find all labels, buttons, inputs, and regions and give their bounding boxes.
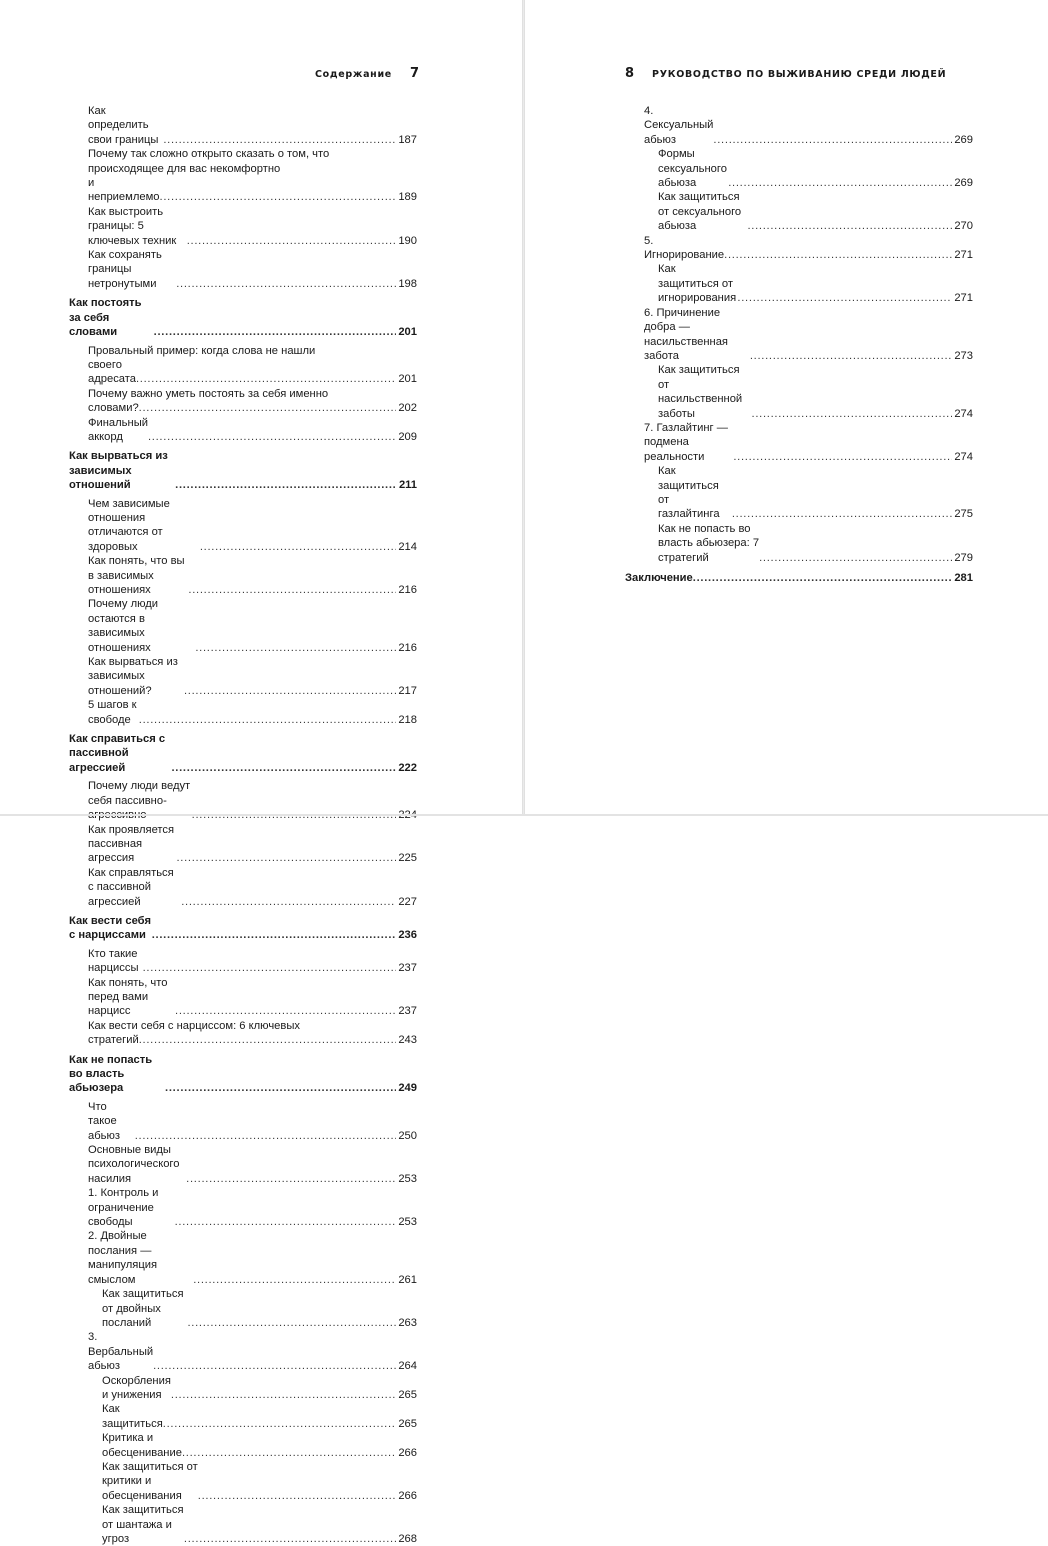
toc-entry[interactable]: [69, 176, 417, 205]
dot-leader: [163, 133, 396, 147]
toc-page-number: 209: [398, 430, 417, 443]
toc-entry[interactable]: [69, 416, 417, 445]
toc-page-number: 236: [398, 929, 417, 942]
toc-entry-title: Заключение: [625, 572, 693, 584]
toc-page-number: 201: [398, 326, 417, 339]
toc-entry[interactable]: [625, 464, 973, 522]
toc-entry[interactable]: [69, 248, 417, 291]
toc-page-number: 273: [954, 349, 973, 362]
toc-page-number: 237: [398, 1005, 417, 1018]
toc-entry-title: Как защититься от двойных посланий: [102, 1288, 184, 1329]
running-title: Содержание: [315, 69, 392, 80]
dot-leader: [182, 1446, 396, 1460]
dot-leader: [193, 1273, 396, 1287]
toc-entry-title: стратегий: [88, 1034, 139, 1047]
dot-leader: [176, 277, 396, 291]
toc-page-number: 237: [398, 962, 417, 975]
toc-entry-title: 5 шагов к свободе: [88, 699, 137, 726]
table-of-contents: [625, 104, 973, 589]
dot-leader: [195, 641, 396, 655]
toc-entry[interactable]: [625, 306, 973, 364]
toc-entry-title: 2. Двойные послания — манипуляция смыслом: [88, 1230, 158, 1286]
toc-entry-title: 6. Причинение добра — насильственная забота: [644, 306, 728, 362]
dot-leader: [154, 325, 397, 339]
toc-entry-title: Чем зависимые отношения отличаются от здоровых: [88, 497, 170, 553]
toc-entry-title: Как сохранять границы нетронутыми: [88, 249, 162, 290]
dot-leader: [181, 895, 396, 909]
toc-entry-title: Основные виды психологического насилия: [88, 1144, 180, 1185]
toc-entry-title: Провальный пример: когда слова не нашли: [88, 344, 316, 357]
toc-entry[interactable]: [69, 358, 417, 387]
toc-chapter[interactable]: [625, 571, 973, 585]
toc-page-number: 190: [398, 234, 417, 247]
dot-leader: [165, 1081, 396, 1095]
dot-leader: [737, 291, 952, 305]
toc-entry-title: словами?: [88, 402, 139, 415]
toc-entry[interactable]: [69, 205, 417, 248]
toc-entry-title: Как вести себя с нарциссом: 6 ключевых: [88, 1019, 300, 1032]
toc-entry-title: Кто такие нарциссы: [88, 947, 139, 975]
toc-entry[interactable]: [69, 1143, 417, 1186]
toc-entry[interactable]: [625, 421, 973, 464]
toc-entry[interactable]: [69, 497, 417, 555]
toc-entry[interactable]: [69, 1330, 417, 1373]
toc-entry[interactable]: [69, 1503, 417, 1546]
toc-entry[interactable]: [69, 1019, 417, 1033]
toc-page-number: 271: [954, 249, 973, 262]
toc-page-number: 279: [954, 551, 973, 564]
toc-page-number: 270: [954, 220, 973, 233]
dot-leader: [139, 1033, 397, 1047]
dot-leader: [759, 551, 952, 565]
toc-entry-title: Как определить свои границы: [88, 105, 159, 146]
toc-entry-title: Как защититься: [102, 1403, 163, 1430]
toc-page-number: 189: [398, 191, 417, 204]
toc-entry-title: Как понять, что перед вами нарцисс: [88, 976, 168, 1018]
dot-leader: [186, 1172, 396, 1186]
dot-leader: [163, 1417, 397, 1431]
toc-entry-title: Формы сексуального абьюза: [658, 148, 727, 190]
running-head: [315, 66, 419, 81]
toc-entry-title: Как защититься от сексуального абьюза: [658, 191, 742, 233]
toc-entry[interactable]: [69, 655, 417, 698]
dot-leader: [733, 450, 952, 464]
toc-chapter[interactable]: [69, 732, 417, 775]
dot-leader: [200, 540, 396, 554]
toc-entry[interactable]: [69, 554, 417, 597]
dot-leader: [176, 851, 396, 865]
toc-page-number: 225: [398, 852, 417, 865]
toc-page-number: 187: [398, 133, 417, 146]
toc-entry-title: Как проявляется пассивная агрессия: [88, 823, 175, 865]
toc-entry-title: Как защититься от критики и обесценивания: [102, 1460, 198, 1502]
toc-chapter[interactable]: [69, 914, 417, 943]
dot-leader: [752, 407, 953, 421]
toc-entry[interactable]: [69, 1100, 417, 1143]
toc-entry-title: Почему важно уметь постоять за себя именно: [88, 387, 329, 400]
page-number: 7: [409, 66, 419, 81]
toc-entry[interactable]: [69, 698, 417, 727]
toc-entry[interactable]: [625, 363, 973, 421]
dot-leader: [693, 571, 953, 585]
toc-entry[interactable]: [69, 1186, 417, 1229]
toc-entry-title: Как вырваться из зависимых отношений?: [88, 656, 178, 697]
toc-page-number: 218: [398, 713, 417, 726]
toc-entry[interactable]: [625, 262, 973, 305]
toc-entry-title: Как защититься от шантажа и угроз: [102, 1504, 184, 1545]
dot-leader: [135, 1129, 397, 1143]
toc-entry-title: Как защититься от игнорирования: [658, 263, 737, 305]
toc-page-number: 274: [954, 450, 973, 463]
toc-entry-title: Как выстроить границы: 5 ключевых техник: [88, 205, 177, 247]
toc-entry-title: Почему так сложно открыто сказать о том, что: [88, 148, 330, 161]
dot-leader: [188, 583, 396, 597]
toc-entry[interactable]: [69, 344, 417, 358]
toc-page-number: 275: [954, 508, 973, 521]
toc-entry-title: Как не попасть во власть абьюзера: 7 стратегий: [658, 522, 760, 564]
dot-leader: [187, 1316, 396, 1330]
toc-entry[interactable]: [69, 1287, 417, 1330]
dot-leader: [171, 761, 396, 775]
toc-entry[interactable]: [69, 976, 417, 1019]
toc-entry[interactable]: [69, 1431, 417, 1460]
toc-chapter[interactable]: [69, 1053, 417, 1096]
dot-leader: [198, 1489, 397, 1503]
toc-page-number: 269: [954, 133, 973, 146]
dot-leader: [148, 430, 396, 444]
toc-entry[interactable]: [69, 779, 417, 822]
toc-entry[interactable]: [69, 104, 417, 147]
toc-page-number: 198: [398, 277, 417, 290]
dot-leader: [143, 961, 397, 975]
toc-entry-title: Как вырваться из зависимых отношений: [69, 450, 168, 492]
dot-leader: [139, 713, 397, 727]
toc-entry-title: Что такое абьюз: [88, 1100, 120, 1142]
toc-page-number: 249: [398, 1082, 417, 1095]
dot-leader: [750, 349, 953, 363]
toc-entry-title: Оскорбления и унижения: [102, 1374, 171, 1401]
running-head: [625, 66, 946, 81]
dot-leader: [732, 507, 953, 521]
toc-entry[interactable]: [69, 1374, 417, 1403]
toc-entry-title: 3. Вербальный абьюз: [88, 1331, 154, 1373]
toc-entry[interactable]: [625, 522, 973, 565]
toc-entry[interactable]: [625, 234, 973, 263]
toc-entry-title: 5. Игнорирование: [644, 234, 725, 262]
toc-entry[interactable]: [69, 387, 417, 401]
toc-entry-title: Почему люди ведут себя пассивно-: [88, 780, 191, 807]
toc-page-number: 261: [398, 1273, 417, 1286]
dot-leader: [728, 176, 952, 190]
dot-leader: [175, 1215, 397, 1229]
toc-entry[interactable]: [69, 947, 417, 976]
toc-entry[interactable]: [69, 823, 417, 866]
right-page: [525, 0, 1048, 816]
toc-entry-title: Финальный аккорд: [88, 416, 148, 443]
toc-page-number: 250: [398, 1129, 417, 1142]
toc-entry[interactable]: [69, 1460, 417, 1503]
toc-page-number: 271: [954, 292, 973, 305]
dot-leader: [747, 219, 952, 233]
toc-page-number: 202: [398, 402, 417, 415]
toc-entry-title: Как защититься от насильственной заботы: [658, 364, 743, 420]
toc-page-number: 243: [398, 1034, 417, 1047]
toc-entry[interactable]: [69, 162, 417, 176]
toc-entry-title: Как справляться с пассивной агрессией: [88, 866, 174, 908]
dot-leader: [713, 133, 952, 147]
dot-leader: [187, 234, 397, 248]
toc-page-number: 266: [398, 1489, 417, 1502]
running-title: РУКОВОДСТВО ПО ВЫЖИВАНИЮ СРЕДИ ЛЮДЕЙ: [652, 69, 947, 80]
left-page: [0, 0, 522, 1545]
toc-page-number: 216: [398, 584, 417, 596]
toc-page-number: 222: [398, 761, 417, 774]
toc-entry[interactable]: [625, 147, 973, 190]
toc-page-number: 281: [954, 572, 973, 584]
toc-entry[interactable]: [69, 1033, 417, 1047]
toc-entry-title: Почему люди остаются в зависимых отношениях: [88, 598, 159, 654]
toc-entry[interactable]: [69, 1402, 417, 1431]
dot-leader: [175, 478, 397, 492]
toc-entry-title: Как вести себя с нарциссами: [69, 914, 151, 942]
toc-page-number: 269: [954, 177, 973, 190]
toc-entry[interactable]: [69, 597, 417, 655]
toc-entry-title: 1. Контроль и ограничение свободы: [88, 1187, 159, 1229]
toc-page-number: 227: [398, 895, 417, 908]
dot-leader: [153, 1359, 396, 1373]
toc-entry-title: 7. Газлайтинг — подмена реальности: [644, 421, 728, 463]
toc-page-number: 266: [398, 1446, 417, 1459]
dot-leader: [724, 248, 952, 262]
toc-entry-title: Как защититься от газлайтинга: [658, 465, 720, 521]
toc-page-number: 263: [398, 1316, 417, 1329]
toc-page-number: 214: [398, 540, 417, 553]
toc-page-number: 211: [398, 479, 417, 492]
toc-entry[interactable]: [69, 866, 417, 909]
toc-entry-title: Как постоять за себя словами: [69, 297, 142, 339]
dot-leader: [184, 684, 396, 698]
toc-entry[interactable]: [69, 147, 417, 161]
dot-leader: [136, 372, 396, 386]
toc-page-number: 265: [398, 1417, 417, 1430]
toc-entry[interactable]: [625, 190, 973, 233]
dot-leader: [152, 928, 397, 942]
toc-chapter[interactable]: [69, 296, 417, 339]
toc-page-number: 201: [398, 373, 417, 386]
toc-entry-title: происходящее для вас некомфортно: [88, 162, 281, 175]
toc-page-number: 274: [954, 407, 973, 420]
toc-page-number: 253: [398, 1172, 417, 1185]
toc-page-number: 268: [398, 1533, 417, 1545]
toc-entry[interactable]: [69, 401, 417, 415]
toc-page-number: 217: [398, 684, 417, 697]
dot-leader: [175, 1004, 396, 1018]
toc-page-number: 264: [398, 1360, 417, 1373]
toc-entry-title: и неприемлемо: [88, 177, 160, 204]
toc-entry[interactable]: [625, 104, 973, 147]
dot-leader: [139, 401, 397, 415]
page-number: 8: [625, 66, 635, 81]
toc-entry-title: Как не попасть во власть абьюзера: [69, 1053, 153, 1095]
toc-page-number: 253: [398, 1216, 417, 1229]
toc-chapter[interactable]: [69, 449, 417, 492]
toc-entry-title: Как понять, что вы в зависимых отношениях: [88, 555, 185, 596]
toc-entry-title: Критика и обесценивание: [102, 1432, 182, 1459]
toc-entry-title: Как справиться с пассивной агрессией: [69, 733, 166, 774]
toc-entry-title: 4. Сексуальный абьюз: [644, 105, 714, 146]
dot-leader: [171, 1388, 396, 1402]
dot-leader: [160, 190, 397, 204]
toc-page-number: 265: [398, 1388, 417, 1401]
toc-page-number: 216: [398, 641, 417, 654]
toc-entry-title: своего адресата: [88, 358, 136, 386]
table-of-contents: [69, 104, 417, 1546]
dot-leader: [184, 1532, 396, 1546]
toc-entry[interactable]: [69, 1229, 417, 1287]
